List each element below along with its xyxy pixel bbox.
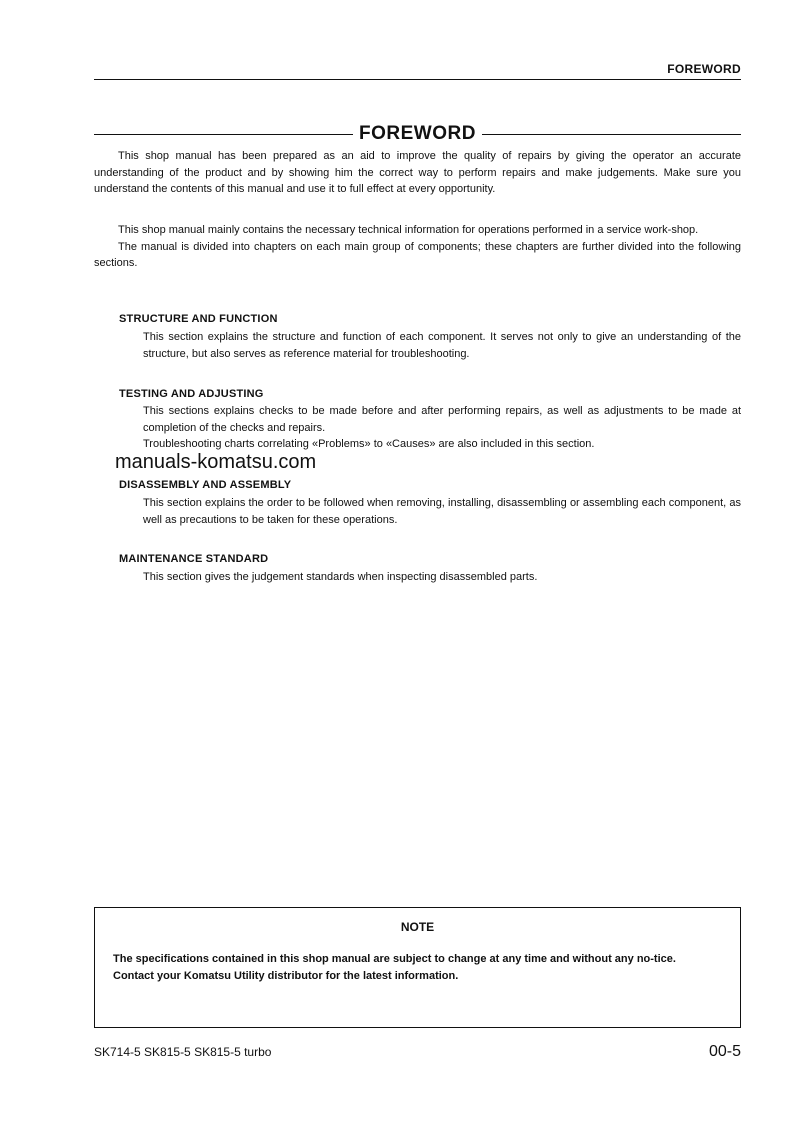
- header-rule: [94, 79, 741, 80]
- intro-text-3: The manual is divided into chapters on each main group of components; these chapters are further divided into the following sections.: [94, 240, 741, 269]
- intro-paragraph-1: [94, 148, 741, 198]
- header-section-label: FOREWORD: [667, 62, 741, 76]
- note-box: [94, 907, 741, 1028]
- section-heading-maintenance: MAINTENANCE STANDARD: [119, 553, 269, 565]
- note-line-1: The specifications contained in this shop manual are subject to change at any time and without any no-tice.: [113, 953, 676, 965]
- section-body-disassembly: This section explains the order to be followed when removing, installing, disassembling or assembling each component, as well as precautions to be taken for these operations.: [143, 497, 741, 526]
- title-rule-left: [94, 134, 353, 135]
- section-body-testing-text: This sections explains checks to be made before and after performing repairs, as well as adjustments to be made at completion of the checks and repairs.: [143, 405, 741, 434]
- section-body-maintenance: This section gives the judgement standards when inspecting disassembled parts.: [143, 571, 538, 583]
- note-title: NOTE: [400, 920, 435, 934]
- footer-models: SK714-5 SK815-5 SK815-5 turbo: [94, 1045, 272, 1059]
- section-heading-disassembly: DISASSEMBLY AND ASSEMBLY: [119, 479, 292, 491]
- intro-text-2: This shop manual mainly contains the necessary technical information for operations performed in a service work-shop.: [118, 224, 699, 236]
- intro-text-1: This shop manual has been prepared as an aid to improve the quality of repairs by giving the operator an accurate understanding of the product and by showing him the correct way to perform repairs and make judgements. Make sure you understand the contents of this manual and use it to full effect at every opportunity.: [94, 150, 741, 195]
- title-rule-right: [482, 134, 741, 135]
- section-heading-structure: STRUCTURE AND FUNCTION: [119, 313, 278, 325]
- section-heading-testing: TESTING AND ADJUSTING: [119, 388, 264, 400]
- note-line-2: Contact your Komatsu Utility distributor for the latest information.: [113, 969, 459, 982]
- note-body: [113, 951, 722, 984]
- footer-page-number: 00-5: [708, 1043, 741, 1060]
- title-row: [94, 122, 741, 146]
- page-title: FOREWORD: [359, 123, 476, 144]
- section-body-testing-text2: Troubleshooting charts correlating «Problems» to «Causes» are also included in this section.: [143, 438, 595, 450]
- section-body-structure: This section explains the structure and function of each component. It serves not only to give an understanding of the structure, but also serves as reference material for troubleshooting.: [143, 331, 741, 360]
- section-body-testing: [143, 403, 741, 453]
- intro-paragraph-2: [94, 222, 741, 272]
- watermark: manuals-komatsu.com: [115, 451, 317, 473]
